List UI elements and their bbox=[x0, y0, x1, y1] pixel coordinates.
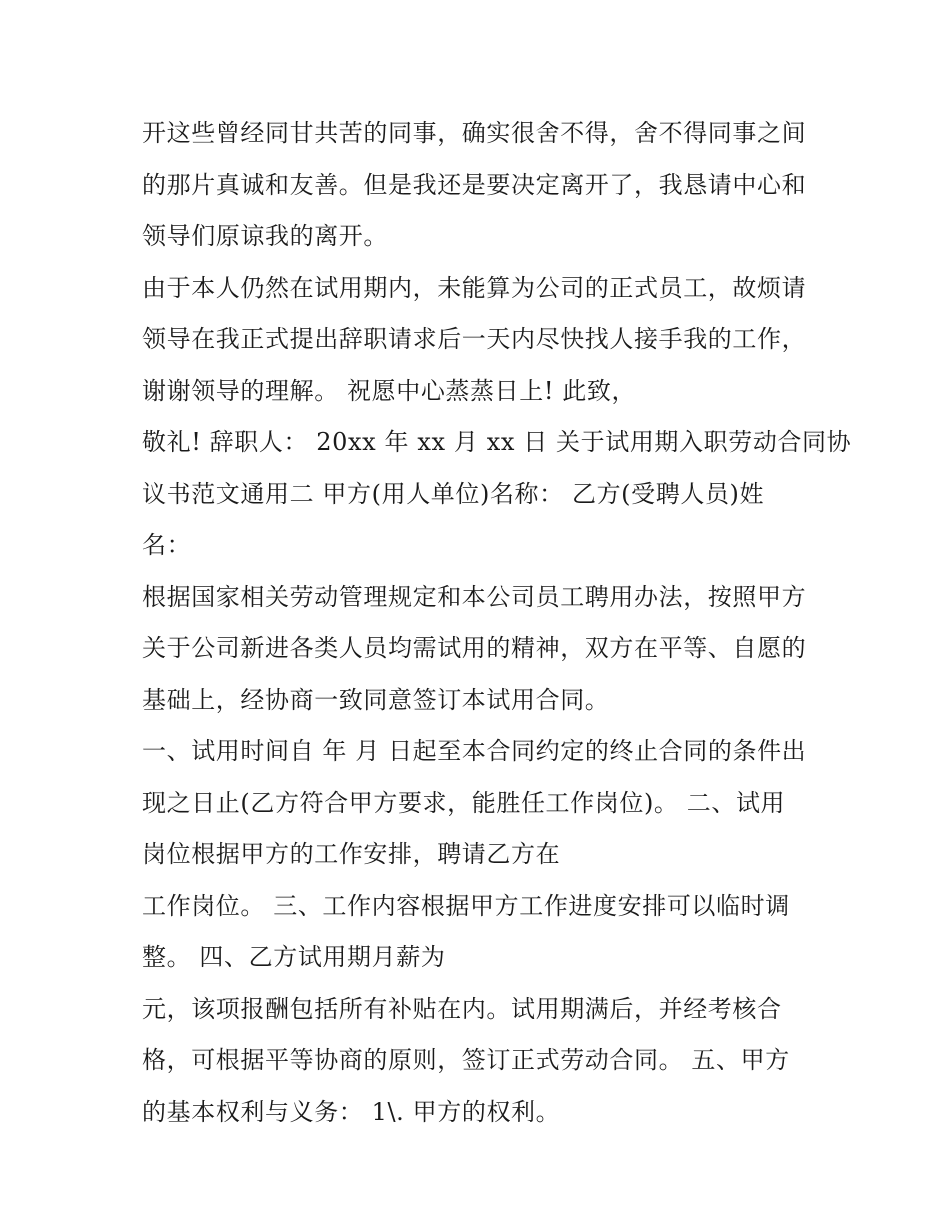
text-line: 元，该项报酬包括所有补贴在内。试用期满后，并经考核合 bbox=[142, 994, 782, 1023]
text-line: 开这些曾经同甘共苦的同事，确实很舍不得，舍不得同事之间 bbox=[142, 119, 807, 147]
text-line: 敬礼! 辞职人： 20xx 年 xx 月 xx 日 关于试用期入职劳动合同协 bbox=[142, 428, 852, 456]
text-line: 领导在我正式提出辞职请求后一天内尽快找人接手我的工作， bbox=[142, 325, 807, 353]
text-line: 现之日止(乙方符合甲方要求，能胜任工作岗位)。 二、试用 bbox=[142, 788, 786, 817]
text-line: 根据国家相关劳动管理规定和本公司员工聘用办法，按照甲方 bbox=[142, 582, 807, 611]
text-line: 谢谢领导的理解。 祝愿中心蒸蒸日上! 此致， bbox=[142, 376, 637, 405]
text-line: 整。 四、乙方试用期月薪为 bbox=[142, 943, 446, 971]
text-line: 格，可根据平等协商的原则，签订正式劳动合同。 五、甲方 bbox=[142, 1046, 790, 1074]
text-line: 的基本权利与义务： 1\. 甲方的权利。 bbox=[142, 1097, 561, 1126]
document-body bbox=[142, 108, 852, 1138]
text-line: 一、试用时间自 年 月 日起至本合同约定的终止合同的条件出 bbox=[142, 737, 807, 765]
text-line: 基础上，经协商一致同意签订本试用合同。 bbox=[142, 685, 610, 714]
text-line: 岗位根据甲方的工作安排，聘请乙方在 bbox=[142, 840, 561, 868]
text-line: 关于公司新进各类人员均需试用的精神，双方在平等、自愿的 bbox=[142, 634, 807, 662]
text-line: 由于本人仍然在试用期内，未能算为公司的正式员工，故烦请 bbox=[142, 273, 807, 302]
text-line: 领导们原谅我的离开。 bbox=[142, 222, 388, 250]
text-line: 工作岗位。 三、工作内容根据甲方工作进度安排可以临时调 bbox=[142, 891, 790, 920]
text-line: 议书范文通用二 甲方(用人单位)名称： 乙方(受聘人员)姓 bbox=[142, 479, 765, 508]
text-line: 的那片真诚和友善。但是我还是要决定离开了，我恳请中心和 bbox=[142, 170, 807, 199]
text-line: 名： bbox=[142, 531, 192, 559]
